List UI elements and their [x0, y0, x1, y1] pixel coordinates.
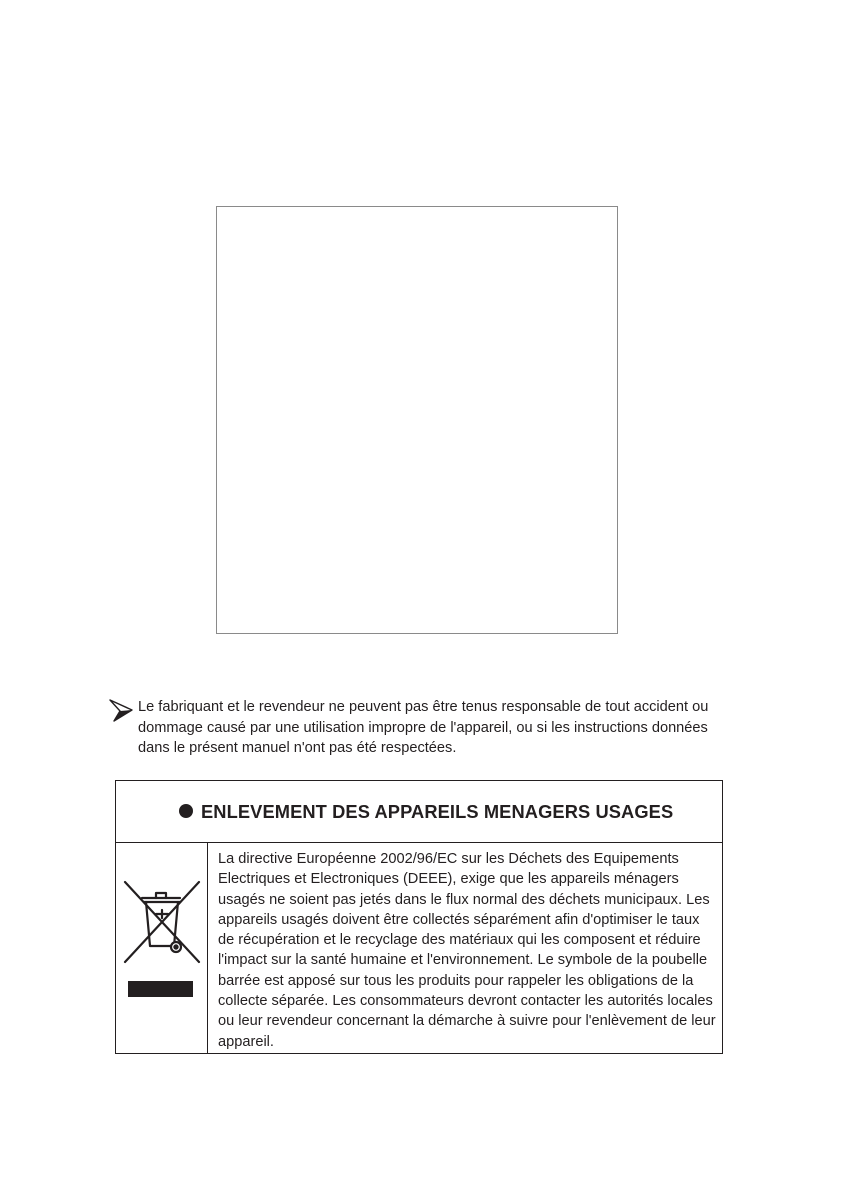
weee-symbol-cell	[116, 842, 208, 1053]
weee-header	[116, 781, 722, 843]
weee-title: ENLEVEMENT DES APPAREILS MENAGERS USAGES	[201, 801, 674, 822]
blank-frame	[216, 206, 618, 634]
notice-text: Le fabriquant et le revendeur ne peuvent pas être tenus responsable de tout accident ou dommage causé par une utilisation impropre de l'appareil, ou si les instructions données dans le présent manuel n'ont pas été respectées.	[138, 699, 709, 756]
notice	[109, 697, 729, 759]
arrow-bullet-icon	[109, 698, 133, 722]
crossed-out-wheelie-bin-icon	[122, 880, 202, 964]
weee-text: La directive Européenne 2002/96/EC sur les Déchets des Equipements Electriques et Electroniques (DEEE), exige que les appareils ménagers usagés ne soient pas jetés dans le flux normal des déchets municipaux. Les appareils usagés doivent être collectés séparément afin d'optimiser le taux de récupération et le recyclage des matériaux qui les composent et réduire l'impact sur la santé humaine et l'environnement. Le symbole de la poubelle barrée est apposé sur tous les produits pour rappeler les obligations de la collecte séparée. Les consommateurs devront contacter les autorités locales ou leur revendeur concernant la démarche à suivre pour l'enlèvement de leur appareil.	[218, 851, 716, 1050]
weee-box	[115, 780, 723, 1054]
filled-circle-icon	[179, 804, 193, 818]
bin-underline-bar	[128, 981, 193, 997]
